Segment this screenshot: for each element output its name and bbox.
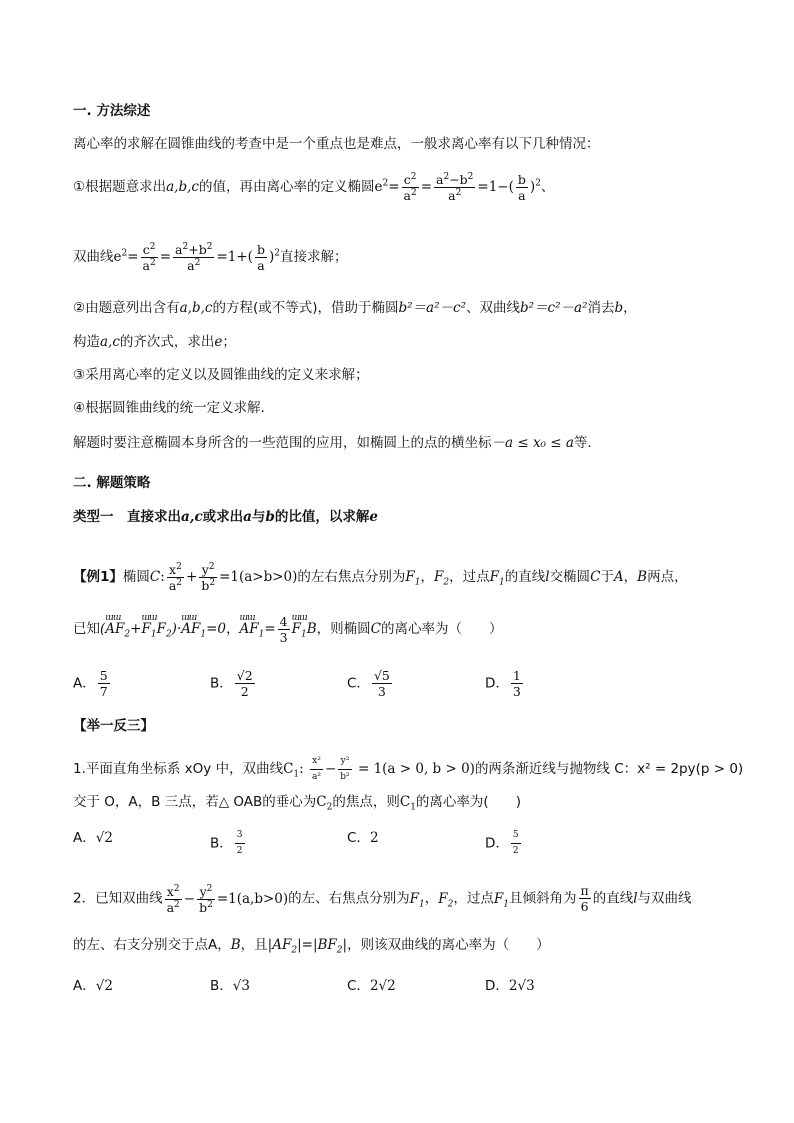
example-1-line: 【例1】椭圆C: $\frac{x^2}{a^2}$ + $\frac{y^2}{b^2}$ =1(a>b>0)的左右焦点分别为$F_1$，$F_2$，过点$F_1$的直线l交椭圆C于A，B两点， <box>73 561 688 593</box>
method-1-hyperbola-line: 双曲线$e^2=$ $\frac{c^2}{a^2}$ = $\frac{a^2+b^2}{a^2}$ =1+( $\frac{b}{a}$ )$^2$直接求解； <box>73 241 348 273</box>
question-1-line: 1.平面直角坐标系 xOy 中，双曲线$C_1$: $\frac{\text{x²}}{\text{a²}}$ − $\frac{\text{y²}}{\text{b²}}$ = 1(a > 0, b > 0)的两条渐近线与抛物线 C：x² = 2py(p > 0) <box>73 754 743 785</box>
example-1-option-d[interactable]: D． $\frac{1}{3}$ <box>485 668 521 699</box>
hyperbola-eccentricity-formula: $e^2=$ $\frac{c^2}{a^2}$ = $\frac{a^2+b^2}{a^2}$ =1+( $\frac{b}{a}$ )$^2$ <box>113 241 280 273</box>
question-2-option-b[interactable]: B．√3 <box>210 978 250 994</box>
question-2-option-a[interactable]: A．√2 <box>73 978 113 994</box>
question-1-option-a[interactable]: A．√2 <box>73 830 113 846</box>
intro-paragraph: 离心率的求解在圆锥曲线的考查中是一个重点也是难点，一般求离心率有以下几种情况： <box>73 136 600 152</box>
question-2-continued: 的左、右支分别交于点A，B，且$|AF_2|=|BF_2|$，则该双曲线的离心率为（ ） <box>73 937 550 956</box>
question-1-continued: 交于 O，A，B 三点，若△ OAB的垂心为$C_2$的焦点，则$C_1$的离心率为( ) <box>73 794 521 813</box>
method-3-line: ③采用离心率的定义以及圆锥曲线的定义来求解； <box>73 367 369 383</box>
hyperbola-c1-equation: $C_1$: $\frac{\text{x²}}{\text{a²}}$ − $\frac{\text{y²}}{\text{b²}}$ = 1(a > 0, b > 0) <box>283 761 475 777</box>
question-1-option-d[interactable]: D． $\frac{5}{2}$ <box>485 828 523 859</box>
section-title-strategy: 二. 解题策略 <box>73 475 151 491</box>
example-1-condition-line: 已知(ɯɯ $AF_2+ɯɯ$ $F_1F_2)\cdot ɯɯ$ $AF_1=0$，ɯɯ $AF_1=$ $\frac{4}{3}$ ɯɯ $F_1B$，则椭圆C的离心率为（ ） <box>73 614 503 645</box>
example-1-option-a[interactable]: A． $\frac{5}{7}$ <box>73 668 108 699</box>
question-1-option-c[interactable]: C．2 <box>347 830 379 846</box>
method-1-line: ①根据题意求出a,b,c的值，再由离心率的定义椭圆$e^2=$ $\frac{c^2}{a^2}$ = $\frac{a^2-b^2}{a^2}$ =1−( $\frac{b}{a}$ )$^2$、 <box>73 171 555 203</box>
section-title-overview: 一. 方法综述 <box>73 103 151 119</box>
method-2-line: ②由题意列出含有a,b,c的方程(或不等式)，借助于椭圆b²＝a²－c²、双曲线b²＝c²－a²消去b， <box>73 300 637 316</box>
ellipse-equation: : $\frac{x^2}{a^2}$ + $\frac{y^2}{b^2}$ =1(a>b>0) <box>160 561 298 593</box>
method-2-continued: 构造a,c的齐次式，求出e； <box>73 334 236 350</box>
vector-ratio: ɯɯ $AF_1=$ $\frac{4}{3}$ ɯɯ $F_1B$ <box>240 621 317 637</box>
question-2-option-d[interactable]: D．2√3 <box>485 978 535 994</box>
ellipse-eccentricity-formula: $e^2=$ $\frac{c^2}{a^2}$ = $\frac{a^2-b^2}{a^2}$ =1−( $\frac{b}{a}$ )$^2$ <box>374 171 541 203</box>
distance-condition: $|AF_2|=|BF_2|$ <box>267 937 348 956</box>
question-2-line: 2．已知双曲线 $\frac{x^2}{a^2}$ − $\frac{y^2}{b^2}$ =1(a,b>0)的左、右焦点分别为$F_1$，$F_2$，过点$F_1$且倾斜角为 $\frac{\pi}{6}$ 的直线l与双曲线 <box>73 883 692 915</box>
type-1-heading: 类型一 直接求出a,c或求出a与b的比值，以求解e <box>73 509 378 525</box>
vector-condition: (ɯɯ $AF_2+ɯɯ$ $F_1F_2)\cdot ɯɯ$ $AF_1=0$ <box>100 621 226 637</box>
note-line: 解题时要注意椭圆本身所含的一些范围的应用，如椭圆上的点的横坐标－a ≤ x₀ ≤ a等． <box>73 435 601 451</box>
example-1-option-c[interactable]: C． $\frac{√5}{3}$ <box>347 668 390 699</box>
example-1-option-b[interactable]: B． $\frac{√2}{2}$ <box>210 668 253 699</box>
practice-heading: 【举一反三】 <box>73 718 154 734</box>
question-1-option-b[interactable]: B． $\frac{3}{2}$ <box>210 828 247 859</box>
method-4-line: ④根据圆锥曲线的统一定义求解． <box>73 400 275 416</box>
question-2-option-c[interactable]: C．2√2 <box>347 978 396 994</box>
hyperbola-equation: $\frac{x^2}{a^2}$ − $\frac{y^2}{b^2}$ =1(a,b>0) <box>166 883 289 915</box>
